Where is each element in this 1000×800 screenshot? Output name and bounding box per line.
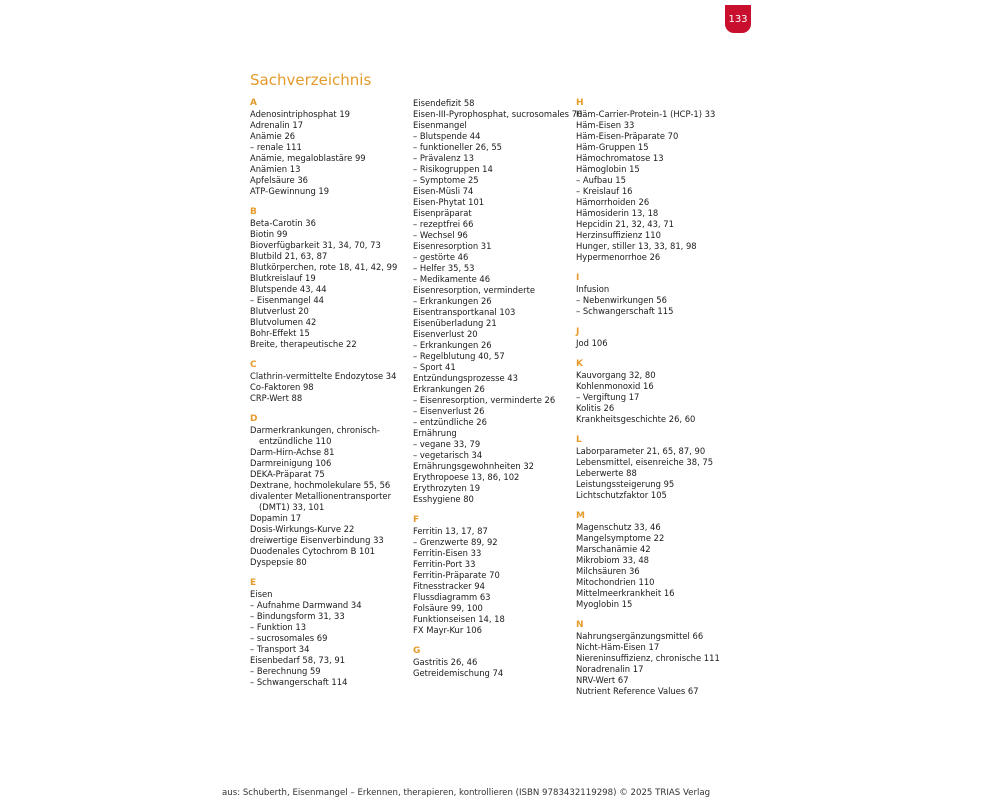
index-entry: Darm-Hirn-Achse 81 <box>250 447 335 457</box>
index-entry: Eisenverlust 20 <box>413 329 478 339</box>
index-column-3 <box>576 98 746 697</box>
index-entry: Krankheitsgeschichte 26, 60 <box>576 414 696 424</box>
index-section <box>413 98 583 505</box>
index-entry: Hämorrhoiden 26 <box>576 197 650 207</box>
index-entry: Hepcidin 21, 32, 43, 71 <box>576 219 674 229</box>
index-entry: – Berechnung 59 <box>250 666 321 676</box>
index-entry: – Wechsel 96 <box>413 230 468 240</box>
index-entry: – Sport 41 <box>413 362 456 372</box>
index-entry: Erythropoese 13, 86, 102 <box>413 472 520 482</box>
index-entry: – Helfer 35, 53 <box>413 263 475 273</box>
index-letter-heading: E <box>250 578 257 588</box>
index-entry: Entzündungsprozesse 43 <box>413 373 518 383</box>
index-entry: Lebensmittel, eisenreiche 38, 75 <box>576 457 714 467</box>
index-entry: Eisenbedarf 58, 73, 91 <box>250 655 346 665</box>
index-entry: Hämoglobin 15 <box>576 164 640 174</box>
index-section <box>576 98 746 263</box>
index-entry: Hämosiderin 13, 18 <box>576 208 659 218</box>
index-entry: Biotin 99 <box>250 229 288 239</box>
index-section <box>576 620 746 697</box>
index-entry: – Medikamente 46 <box>413 274 491 284</box>
index-letter-heading: G <box>413 646 421 656</box>
index-entry: Laborparameter 21, 65, 87, 90 <box>576 446 706 456</box>
index-entry: DEKA-Präparat 75 <box>250 469 325 479</box>
index-entry: – Grenzwerte 89, 92 <box>413 537 498 547</box>
index-entry: – Prävalenz 13 <box>413 153 474 163</box>
index-letter-heading: F <box>413 515 420 525</box>
index-letter-heading: L <box>576 435 582 445</box>
index-entry: – Eisenresorption, verminderte 26 <box>413 395 556 405</box>
index-section <box>250 98 420 197</box>
index-letter-heading: H <box>576 98 584 108</box>
source-footer: aus: Schuberth, Eisenmangel – Erkennen, therapieren, kontrollieren (ISBN 9783432119298) © 2025 TRIAS Verlag <box>222 788 711 798</box>
index-entry: Darmreinigung 106 <box>250 458 332 468</box>
index-entry: ATP-Gewinnung 19 <box>250 186 330 196</box>
index-entry: Dopamin 17 <box>250 513 302 523</box>
index-entry: Eisen-III-Pyrophosphat, sucrosomales 70 <box>413 109 583 119</box>
index-entry: Blutkreislauf 19 <box>250 273 316 283</box>
index-entry: dreiwertige Eisenverbindung 33 <box>250 535 384 545</box>
index-entry: Häm-Carrier-Protein-1 (HCP-1) 33 <box>576 109 716 119</box>
page-number-badge: 133 <box>725 5 751 33</box>
index-entry: Nicht-Häm-Eisen 17 <box>576 642 660 652</box>
index-entry: – Erkrankungen 26 <box>413 296 492 306</box>
index-entry: Eisenpräparat <box>413 208 472 218</box>
index-entry: Eisenmangel <box>413 120 467 130</box>
index-entry: Niereninsuffizienz, chronische 111 <box>576 653 720 663</box>
index-entry: Mitochondrien 110 <box>576 577 655 587</box>
index-entry: Folsäure 99, 100 <box>413 603 483 613</box>
index-entry: Gastritis 26, 46 <box>413 657 478 667</box>
index-section <box>413 646 583 679</box>
index-entry: Häm-Gruppen 15 <box>576 142 649 152</box>
index-entry: Jod 106 <box>576 338 608 348</box>
index-entry: divalenter Metallionentransporter (DMT1) 33, 101 <box>250 491 392 512</box>
index-entry: Eisen-Müsli 74 <box>413 186 474 196</box>
index-entry: – funktioneller 26, 55 <box>413 142 503 152</box>
index-letter-heading: B <box>250 207 257 217</box>
index-entry: Fitnesstracker 94 <box>413 581 485 591</box>
index-entry: Adrenalin 17 <box>250 120 304 130</box>
index-entry: – Funktion 13 <box>250 622 307 632</box>
index-entry: Blutverlust 20 <box>250 306 309 316</box>
index-entry: Clathrin-vermittelte Endozytose 34 <box>250 371 397 381</box>
index-section <box>250 360 420 404</box>
index-entry: – Aufnahme Darmwand 34 <box>250 600 362 610</box>
index-section <box>250 207 420 350</box>
index-entry: Flussdiagramm 63 <box>413 592 491 602</box>
index-entry: Eisenresorption, verminderte <box>413 285 536 295</box>
index-section <box>413 515 583 636</box>
index-entry: Blutspende 43, 44 <box>250 284 327 294</box>
index-letter-heading: D <box>250 414 258 424</box>
index-entry: – Erkrankungen 26 <box>413 340 492 350</box>
index-entry: NRV-Wert 67 <box>576 675 629 685</box>
index-entry: Apfelsäure 36 <box>250 175 309 185</box>
index-entry: – Vergiftung 17 <box>576 392 640 402</box>
index-entry: – rezeptfrei 66 <box>413 219 474 229</box>
index-entry: Kolitis 26 <box>576 403 615 413</box>
index-entry: Magenschutz 33, 46 <box>576 522 661 532</box>
index-entry: – Transport 34 <box>250 644 310 654</box>
index-entry: Ferritin-Port 33 <box>413 559 476 569</box>
index-entry: Ernährung <box>413 428 457 438</box>
index-entry: Hunger, stiller 13, 33, 81, 98 <box>576 241 697 251</box>
index-entry: Häm-Eisen 33 <box>576 120 635 130</box>
index-entry: Infusion <box>576 284 610 294</box>
index-entry: CRP-Wert 88 <box>250 393 303 403</box>
index-entry: – Regelblutung 40, 57 <box>413 351 505 361</box>
page-title: Sachverzeichnis <box>250 71 372 89</box>
index-entry: Bioverfügbarkeit 31, 34, 70, 73 <box>250 240 381 250</box>
index-letter-heading: N <box>576 620 584 630</box>
index-entry: Häm-Eisen-Präparate 70 <box>576 131 679 141</box>
index-section <box>250 578 420 688</box>
index-entry: Ferritin-Eisen 33 <box>413 548 482 558</box>
index-entry: Noradrenalin 17 <box>576 664 644 674</box>
index-letter-heading: A <box>250 98 257 108</box>
index-section <box>250 414 420 568</box>
index-entry: Ferritin 13, 17, 87 <box>413 526 488 536</box>
index-letter-heading: I <box>576 273 580 283</box>
index-section <box>576 327 746 349</box>
index-entry: Erkrankungen 26 <box>413 384 485 394</box>
index-entry: FX Mayr-Kur 106 <box>413 625 482 635</box>
index-entry: Nutrient Reference Values 67 <box>576 686 699 696</box>
index-entry: Eisen <box>250 589 273 599</box>
index-entry: Lichtschutzfaktor 105 <box>576 490 667 500</box>
index-entry: Darmerkrankungen, chronisch-entzündliche 110 <box>250 425 380 446</box>
index-entry: Funktionseisen 14, 18 <box>413 614 505 624</box>
index-entry: – renale 111 <box>250 142 302 152</box>
index-section <box>576 511 746 610</box>
index-entry: Kohlenmonoxid 16 <box>576 381 654 391</box>
index-entry: Eisen-Phytat 101 <box>413 197 485 207</box>
index-entry: – Schwangerschaft 115 <box>576 306 674 316</box>
index-entry: Blutvolumen 42 <box>250 317 317 327</box>
index-entry: Erythrozyten 19 <box>413 483 481 493</box>
index-letter-heading: K <box>576 359 583 369</box>
index-entry: – Eisenverlust 26 <box>413 406 485 416</box>
index-entry: Blutkörperchen, rote 18, 41, 42, 99 <box>250 262 398 272</box>
index-entry: Dosis-Wirkungs-Kurve 22 <box>250 524 355 534</box>
index-entry: – vegane 33, 79 <box>413 439 481 449</box>
index-entry: – Risikogruppen 14 <box>413 164 493 174</box>
index-entry: Herzinsuffizienz 110 <box>576 230 661 240</box>
index-entry: Eisendefizit 58 <box>413 98 475 108</box>
index-entry: Mittelmeerkrankheit 16 <box>576 588 675 598</box>
index-entry: Bohr-Effekt 15 <box>250 328 310 338</box>
index-entry: Adenosintriphosphat 19 <box>250 109 351 119</box>
index-entry: Ferritin-Präparate 70 <box>413 570 500 580</box>
index-entry: Anämien 13 <box>250 164 301 174</box>
index-column-2 <box>413 98 583 679</box>
index-entry: Dextrane, hochmolekulare 55, 56 <box>250 480 391 490</box>
index-entry: Mangelsymptome 22 <box>576 533 665 543</box>
index-entry: Hämochromatose 13 <box>576 153 664 163</box>
index-entry: Ernährungsgewohnheiten 32 <box>413 461 534 471</box>
index-entry: – Schwangerschaft 114 <box>250 677 348 687</box>
index-entry: Leistungssteigerung 95 <box>576 479 675 489</box>
index-entry: Anämie, megaloblastäre 99 <box>250 153 366 163</box>
index-entry: Nahrungsergänzungsmittel 66 <box>576 631 704 641</box>
index-letter-heading: C <box>250 360 257 370</box>
index-entry: Mikrobiom 33, 48 <box>576 555 650 565</box>
index-entry: Marschanämie 42 <box>576 544 651 554</box>
index-letter-heading: J <box>576 327 580 337</box>
index-section <box>576 359 746 425</box>
index-entry: Dyspepsie 80 <box>250 557 307 567</box>
index-entry: Duodenales Cytochrom B 101 <box>250 546 376 556</box>
index-entry: – Symptome 25 <box>413 175 479 185</box>
index-entry: – Kreislauf 16 <box>576 186 633 196</box>
index-entry: Leberwerte 88 <box>576 468 637 478</box>
index-entry: – entzündliche 26 <box>413 417 487 427</box>
index-entry: Co-Faktoren 98 <box>250 382 314 392</box>
index-entry: – Blutspende 44 <box>413 131 481 141</box>
index-section <box>576 435 746 501</box>
index-entry: Eisentransportkanal 103 <box>413 307 516 317</box>
index-entry: – Aufbau 15 <box>576 175 626 185</box>
index-entry: – Nebenwirkungen 56 <box>576 295 667 305</box>
index-column-1 <box>250 98 420 688</box>
index-entry: Anämie 26 <box>250 131 296 141</box>
index-entry: Kauvorgang 32, 80 <box>576 370 656 380</box>
index-entry: Eisenresorption 31 <box>413 241 492 251</box>
index-entry: Blutbild 21, 63, 87 <box>250 251 328 261</box>
index-entry: – Eisenmangel 44 <box>250 295 325 305</box>
index-entry: Myoglobin 15 <box>576 599 633 609</box>
index-entry: Hypermenorrhoe 26 <box>576 252 661 262</box>
index-letter-heading: M <box>576 511 585 521</box>
index-entry: – gestörte 46 <box>413 252 469 262</box>
index-entry: Milchsäuren 36 <box>576 566 640 576</box>
index-entry: – Bindungsform 31, 33 <box>250 611 345 621</box>
index-entry: Getreidemischung 74 <box>413 668 504 678</box>
index-entry: Eisenüberladung 21 <box>413 318 497 328</box>
index-entry: Esshygiene 80 <box>413 494 474 504</box>
index-section <box>576 273 746 317</box>
index-entry: – sucrosomales 69 <box>250 633 328 643</box>
index-entry: Beta-Carotin 36 <box>250 218 316 228</box>
index-entry: Breite, therapeutische 22 <box>250 339 357 349</box>
index-entry: – vegetarisch 34 <box>413 450 483 460</box>
